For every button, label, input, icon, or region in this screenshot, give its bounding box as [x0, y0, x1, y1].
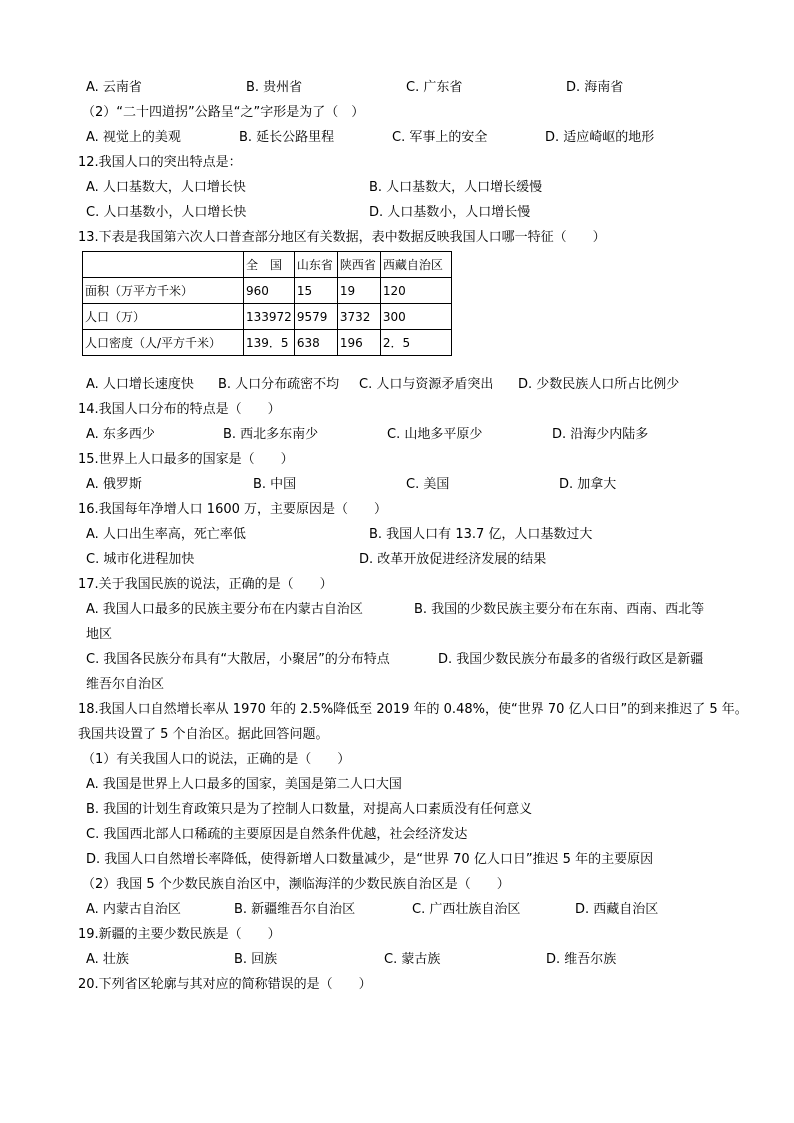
- table-cell: 陕西省: [337, 252, 380, 278]
- option-b: B. 贵州省: [246, 80, 303, 95]
- option-c: C. 我国各民族分布具有“大散居，小聚居”的分布特点: [86, 652, 390, 667]
- option-b: B. 人口分布疏密不均: [218, 377, 340, 392]
- option-d: D. 少数民族人口所占比例少: [518, 377, 680, 392]
- question-17-stem: 17.关于我国民族的说法，正确的是（ ）: [78, 577, 333, 592]
- option-a: A. 我国是世界上人口最多的国家，美国是第二人口大国: [86, 777, 402, 792]
- table-cell: 638: [294, 330, 337, 356]
- option-d: D. 适应崎岖的地形: [545, 130, 655, 145]
- option-d: D. 人口基数小，人口增长慢: [369, 205, 531, 220]
- question-20-stem: 20.下列省区轮廓与其对应的简称错误的是（ ）: [78, 977, 372, 992]
- option-b: B. 延长公路里程: [239, 130, 335, 145]
- table-cell: 120: [380, 278, 451, 304]
- table-cell: 人口（万）: [83, 304, 244, 330]
- table-cell: 300: [380, 304, 451, 330]
- option-a: A. 人口基数大，人口增长快: [86, 180, 246, 195]
- option-d: D. 海南省: [566, 80, 624, 95]
- option-a: A. 人口出生率高，死亡率低: [86, 527, 246, 542]
- table-cell: 3732: [337, 304, 380, 330]
- sub-question-2: （2）我国 5 个少数民族自治区中，濒临海洋的少数民族自治区是（ ）: [82, 877, 510, 892]
- option-d: D. 沿海少内陆多: [552, 427, 649, 442]
- table-cell: [83, 252, 244, 278]
- table-header-row: [83, 252, 452, 278]
- question-stem: （2）“二十四道拐”公路呈“之”字形是为了（ ）: [82, 105, 365, 120]
- option-d: D. 我国少数民族分布最多的省级行政区是新疆: [438, 652, 704, 667]
- table-row: [83, 304, 452, 330]
- option-d: D. 维吾尔族: [546, 952, 617, 967]
- sub-question-1: （1）有关我国人口的说法，正确的是（ ）: [82, 752, 351, 767]
- option-b: B. 我国的少数民族主要分布在东南、西南、西北等: [414, 602, 705, 617]
- question-12-stem: 12.我国人口的突出特点是：: [78, 155, 242, 170]
- question-16-stem: 16.我国每年净增人口 1600 万，主要原因是（ ）: [78, 502, 388, 517]
- option-b: B. 我国人口有 13.7 亿，人口基数过大: [369, 527, 593, 542]
- option-d: D. 我国人口自然增长率降低，使得新增人口数量减少，是“世界 70 亿人口日”推迟 5 年的主要原因: [86, 852, 654, 867]
- table-cell: 全 国: [244, 252, 295, 278]
- table-row: [83, 330, 452, 356]
- table-row: [83, 278, 452, 304]
- question-18-stem-continued: 我国共设置了 5 个自治区。据此回答问题。: [78, 727, 329, 742]
- question-19-stem: 19.新疆的主要少数民族是（ ）: [78, 927, 281, 942]
- table-cell: 山东省: [294, 252, 337, 278]
- question-13-stem: 13.下表是我国第六次人口普查部分地区有关数据，表中数据反映我国人口哪一特征（ ）: [78, 230, 606, 245]
- table-cell: 196: [337, 330, 380, 356]
- option-a: A. 东多西少: [86, 427, 155, 442]
- option-c: C. 人口基数小，人口增长快: [86, 205, 247, 220]
- table-cell: 人口密度（人/平方千米）: [83, 330, 244, 356]
- question-14-stem: 14.我国人口分布的特点是（ ）: [78, 402, 281, 417]
- option-c: C. 广东省: [406, 80, 463, 95]
- table-cell: 960: [244, 278, 295, 304]
- census-table: [82, 251, 452, 356]
- option-c: C. 我国西北部人口稀疏的主要原因是自然条件优越，社会经济发达: [86, 827, 468, 842]
- option-b: B. 新疆维吾尔自治区: [234, 902, 356, 917]
- table-cell: 139．5: [244, 330, 295, 356]
- option-c: C. 美国: [406, 477, 450, 492]
- table-cell: 西藏自治区: [380, 252, 451, 278]
- option-d: D. 加拿大: [559, 477, 617, 492]
- table-cell: 2．5: [380, 330, 451, 356]
- option-d: D. 改革开放促进经济发展的结果: [359, 552, 547, 567]
- option-a: A. 我国人口最多的民族主要分布在内蒙古自治区: [86, 602, 363, 617]
- option-b: B. 中国: [253, 477, 297, 492]
- option-a: A. 壮族: [86, 952, 129, 967]
- option-d-continued: 维吾尔自治区: [86, 677, 165, 692]
- table-cell: 面积（万平方千米）: [83, 278, 244, 304]
- table-cell: 19: [337, 278, 380, 304]
- option-a: A. 俄罗斯: [86, 477, 142, 492]
- question-15-stem: 15.世界上人口最多的国家是（ ）: [78, 452, 294, 467]
- option-a: A. 视觉上的美观: [86, 130, 181, 145]
- option-c: C. 山地多平原少: [387, 427, 483, 442]
- option-b-continued: 地区: [86, 627, 113, 642]
- option-c: C. 城市化进程加快: [86, 552, 195, 567]
- table-cell: 133972: [244, 304, 295, 330]
- option-b: B. 我国的计划生育政策只是为了控制人口数量，对提高人口素质没有任何意义: [86, 802, 533, 817]
- option-c: C. 蒙古族: [384, 952, 441, 967]
- option-b: B. 人口基数大，人口增长缓慢: [369, 180, 543, 195]
- option-a: A. 内蒙古自治区: [86, 902, 181, 917]
- option-a: A. 人口增长速度快: [86, 377, 194, 392]
- option-b: B. 回族: [234, 952, 278, 967]
- option-c: C. 人口与资源矛盾突出: [359, 377, 494, 392]
- table-cell: 9579: [294, 304, 337, 330]
- option-c: C. 军事上的安全: [392, 130, 488, 145]
- question-18-stem: 18.我国人口自然增长率从 1970 年的 2.5%降低至 2019 年的 0.48%，使“世界 70 亿人口日”的到来推迟了 5 年。: [78, 702, 748, 717]
- table-cell: 15: [294, 278, 337, 304]
- option-c: C. 广西壮族自治区: [412, 902, 521, 917]
- option-d: D. 西藏自治区: [575, 902, 659, 917]
- option-a: A. 云南省: [86, 80, 142, 95]
- option-b: B. 西北多东南少: [223, 427, 319, 442]
